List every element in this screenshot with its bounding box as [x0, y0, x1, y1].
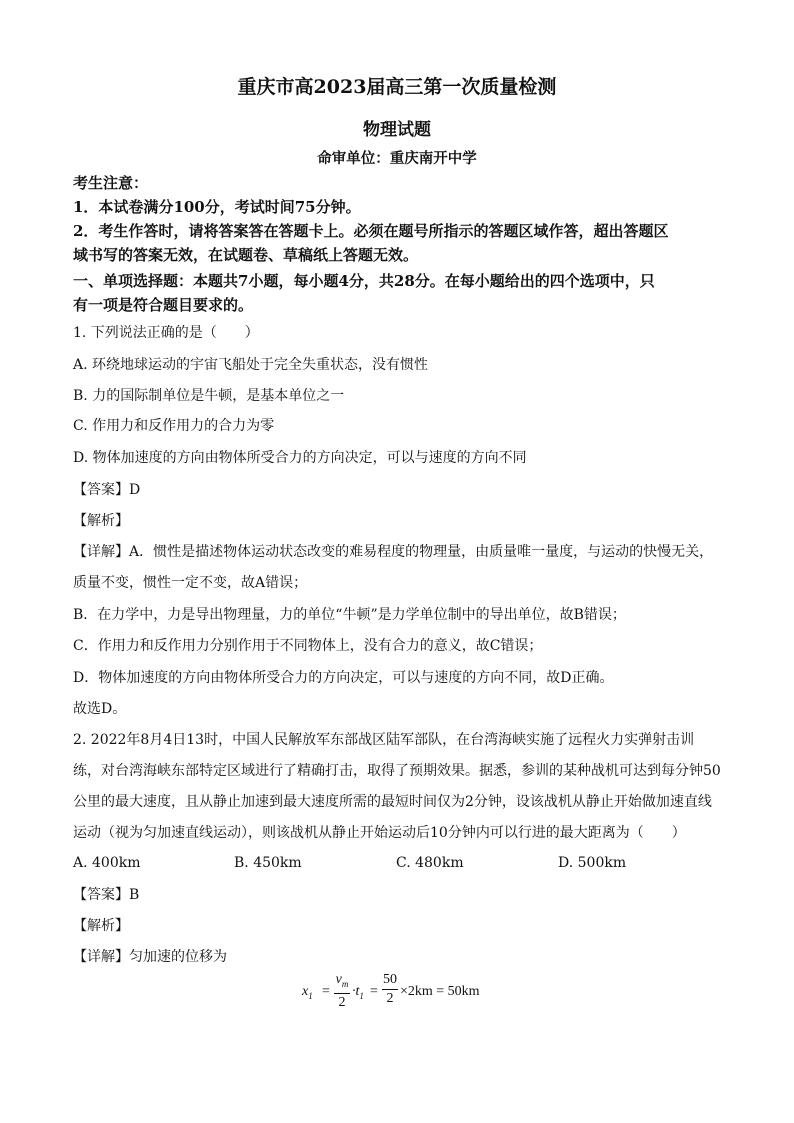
formula-time: $\cdot t_1$	[352, 984, 364, 1001]
answer-tag: 【答案】	[73, 482, 129, 498]
section-1-line-2: 有一项是符合题目要求的。	[73, 296, 254, 314]
q2-detail-text: 匀加速的位移为	[129, 949, 227, 965]
notice-item-2-line-2: 域书写的答案无效，在试题卷、草稿纸上答题无效。	[73, 246, 419, 264]
q2-option-a: A. 400km	[73, 855, 141, 871]
q1-option-d: D. 物体加速度的方向由物体所受合力的方向决定，可以与速度的方向不同	[73, 450, 527, 466]
q2-answer	[73, 886, 139, 904]
formula-eq-2: =	[370, 984, 378, 999]
answer-tag: 【答案】	[73, 887, 129, 903]
detail-tag: 【详解】	[73, 949, 129, 965]
section-1-line-1: 一、单项选择题：本题共7小题，每小题4分，共28分。在每小题给出的四个选项中，只	[73, 272, 655, 290]
q2-analysis-tag: 【解析】	[73, 918, 129, 934]
formula-tail: ×2km = 50km	[400, 984, 480, 999]
q2-option-c: C. 480km	[396, 855, 464, 871]
detail-tag: 【详解】	[73, 544, 129, 560]
q2-stem-line-4: 运动（视为匀加速直线运动），则该战机从静止开始运动后10分钟内可以行进的最大距离为（ ）	[73, 825, 686, 841]
q1-answer	[73, 481, 140, 499]
q1-answer-value: D	[129, 482, 141, 498]
q1-stem: 1. 下列说法正确的是（ ）	[73, 325, 259, 341]
displacement-formula	[302, 970, 502, 1014]
formula-frac-2: 50 2	[383, 972, 397, 1006]
q1-option-c: C. 作用力和反作用力的合力为零	[73, 418, 275, 434]
setter-line: 命审单位：重庆南开中学	[317, 150, 477, 167]
formula-eq-1: =	[322, 984, 330, 999]
q2-option-b: B. 450km	[234, 855, 302, 871]
q1-detail-line-3: B．在力学中，力是导出物理量，力的单位“牛顿”是力学单位制中的导出单位，故B错误；	[73, 607, 626, 623]
q1-option-b: B. 力的国际制单位是牛顿，是基本单位之一	[73, 388, 345, 404]
q1-detail-line-5: D．物体加速度的方向由物体所受合力的方向决定，可以与速度的方向不同，故D正确。	[73, 670, 614, 686]
q1-detail-line-1	[73, 543, 713, 561]
exam-title: 重庆市高2023届高三第一次质量检测	[237, 76, 557, 98]
q2-detail-line-1	[73, 948, 227, 966]
notice-item-1: 1．本试卷满分100分，考试时间75分钟。	[73, 198, 361, 216]
q2-stem-line-3: 公里的最大速度，且从静止加速到最大速度所需的最短时间仅为2分钟，设该战机从静止开始做加速直线	[73, 794, 712, 810]
notice-heading: 考生注意：	[73, 174, 149, 192]
q2-option-d: D. 500km	[558, 855, 627, 871]
q2-stem-line-1: 2. 2022年8月4日13时，中国人民解放军东部战区陆军部队，在台湾海峡实施了远程火力实弹射击训	[73, 732, 695, 748]
q1-detail-line-4: C．作用力和反作用力分别作用于不同物体上，没有合力的意义，故C错误；	[73, 638, 543, 654]
q1-detail-line-6: 故选D。	[73, 701, 127, 717]
q2-answer-value: B	[129, 887, 140, 903]
formula-lhs: $x_1$	[302, 984, 313, 1001]
q1-option-a: A. 环绕地球运动的宇宙飞船处于完全失重状态，没有惯性	[73, 357, 429, 373]
q1-detail-line-2: 质量不变，惯性一定不变，故A错误；	[73, 575, 308, 591]
formula-frac-1: $v_m$ 2	[335, 972, 349, 1010]
q2-stem-line-2: 练，对台湾海峡东部特定区域进行了精确打击，取得了预期效果。据悉，参训的某种战机可达到每分钟50	[73, 763, 721, 779]
q1-detail-text-1: A．惯性是描述物体运动状态改变的难易程度的物理量，由质量唯一量度，与运动的快慢无关，	[129, 544, 714, 560]
subject-title: 物理试题	[363, 120, 431, 140]
notice-item-2-line-1: 2．考生作答时，请将答案答在答题卡上。必须在题号所指示的答题区域作答，超出答题区	[73, 222, 669, 240]
q1-analysis-tag: 【解析】	[73, 513, 129, 529]
